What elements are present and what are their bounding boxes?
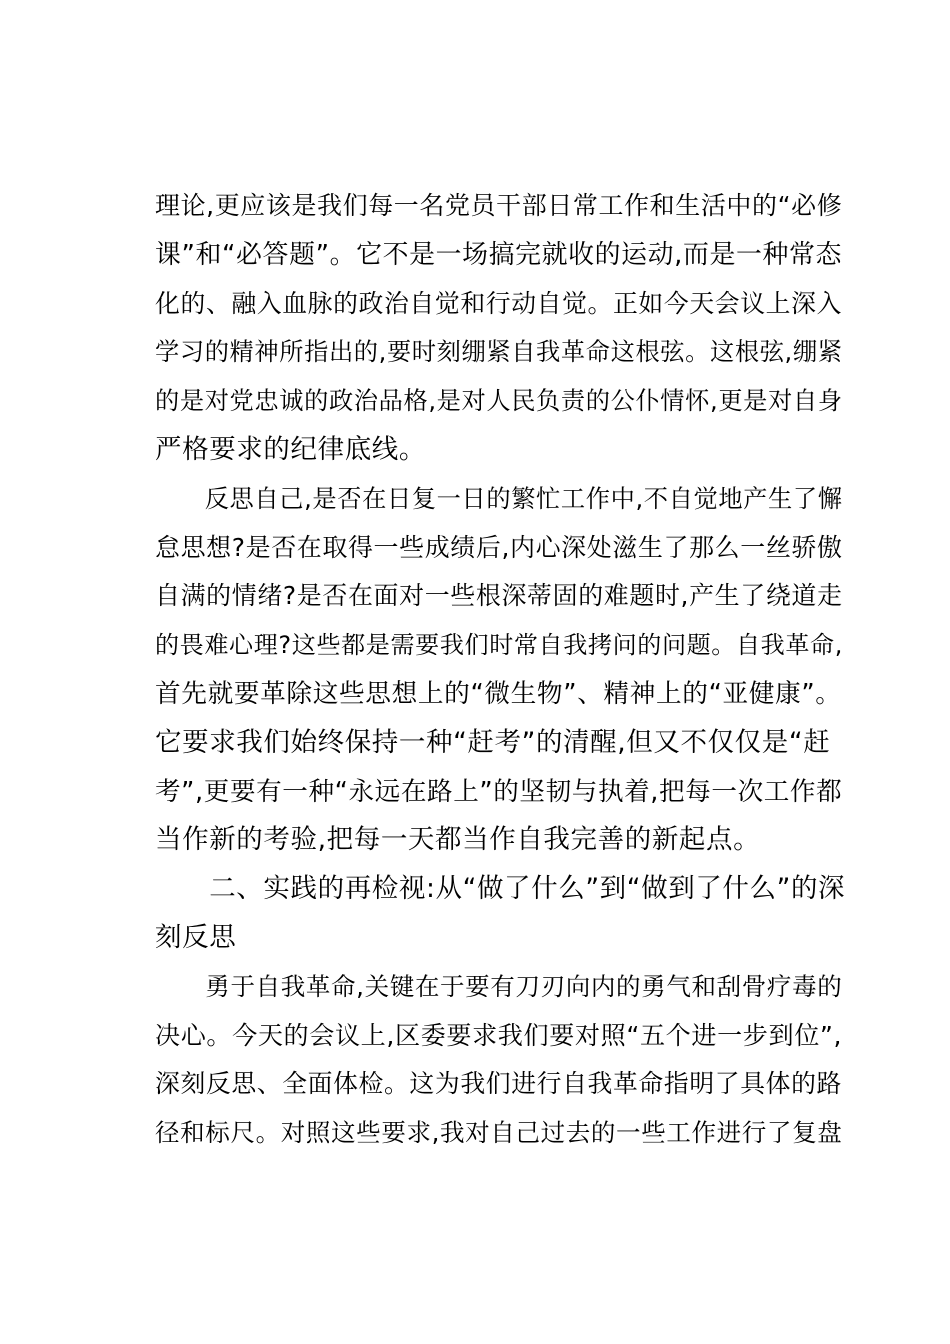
text-line: 当作新的考验,把每一天都当作自我完善的新起点。: [155, 824, 761, 856]
text-line: 怠思想?是否在取得一些成绩后,内心深处滋生了那么一丝骄傲: [155, 532, 843, 562]
text-line: 径和标尺。对照这些要求,我对自己过去的一些工作进行了复盘: [155, 1118, 843, 1148]
document-body: [155, 182, 845, 1158]
text-line: 化的、融入血脉的政治自觉和行动自觉。正如今天会议上深入: [155, 288, 842, 318]
text-line: 学习的精神所指出的,要时刻绷紧自我革命这根弦。这根弦,绷紧: [155, 337, 843, 367]
section-heading-line: 二、实践的再检视:从“做了什么”到“做到了什么”的深: [155, 873, 846, 905]
text-line: 的是对党忠诚的政治品格,是对人民负责的公仆情怀,更是对自身: [155, 386, 843, 416]
text-line: 考”,更要有一种“永远在路上”的坚韧与执着,把每一次工作都: [155, 776, 843, 807]
text-line: 严格要求的纪律底线。: [155, 433, 426, 465]
text-line: 课”和“必答题”。它不是一场搞完就收的运动,而是一种常态: [155, 239, 843, 270]
text-line: 深刻反思、全面体检。这为我们进行自我革命指明了具体的路: [155, 1069, 842, 1099]
text-line: 自满的情绪?是否在面对一些根深蒂固的难题时,产生了绕道走: [155, 581, 843, 611]
text-line: 反思自己,是否在日复一日的繁忙工作中,不自觉地产生了懈: [155, 483, 843, 513]
section-heading-line: 刻反思: [155, 921, 237, 953]
text-line: 首先就要革除这些思想上的“微生物”、精神上的“亚健康”。: [155, 678, 842, 709]
text-line: 理论,更应该是我们每一名党员干部日常工作和生活中的“必修: [155, 191, 843, 220]
text-line: 它要求我们始终保持一种“赶考”的清醒,但又不仅仅是“赶: [155, 726, 831, 758]
text-line: 决心。今天的会议上,区委要求我们要对照“五个进一步到位”,: [155, 1020, 843, 1050]
text-line: 的畏难心理?这些都是需要我们时常自我拷问的问题。自我革命,: [155, 631, 843, 660]
text-line: 勇于自我革命,关键在于要有刀刃向内的勇气和刮骨疗毒的: [155, 971, 843, 1001]
